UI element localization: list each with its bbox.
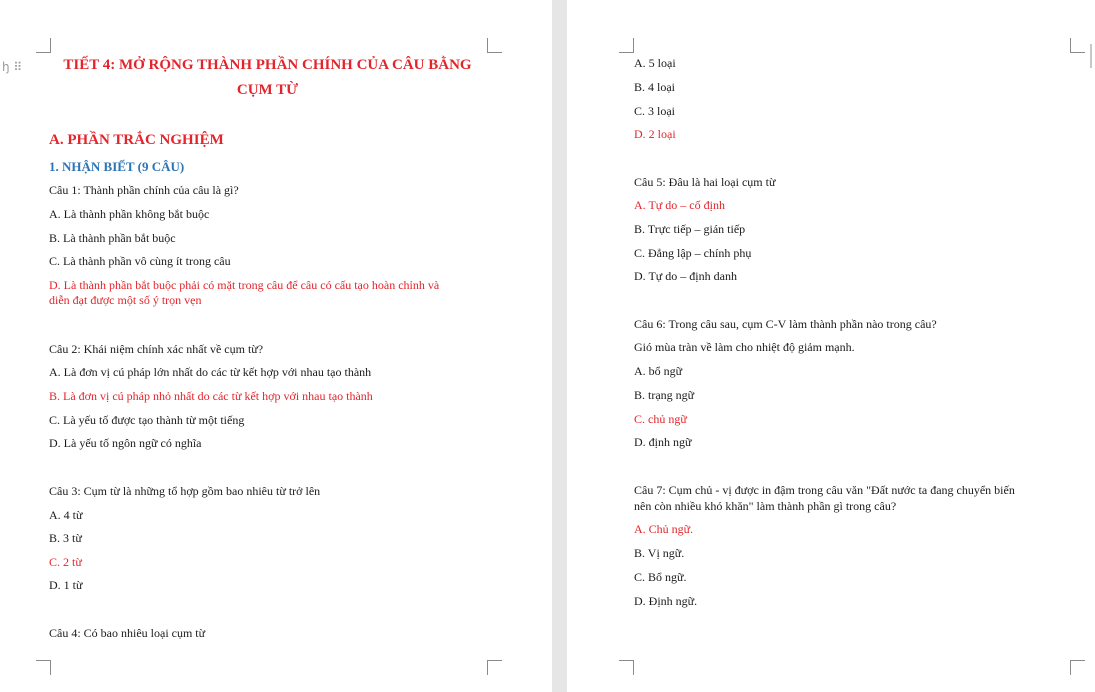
q4-question: Câu 4: Có bao nhiêu loại cụm từ (49, 626, 206, 640)
q1-option-d-line1: D. Là thành phần bắt buộc phải có mặt trong câu để câu có cấu tạo hoàn chỉnh và (49, 278, 440, 292)
q2-option-c: C. Là yếu tố được tạo thành từ một tiếng (49, 413, 245, 427)
crop-mark-bottom-left (36, 660, 51, 675)
crop-mark-bottom-left (619, 660, 634, 675)
q4-option-b: B. 4 loại (634, 80, 675, 94)
q6-option-c: C. chủ ngữ (634, 412, 687, 426)
q3-option-c: C. 2 từ (49, 555, 82, 569)
crop-mark-bottom-right (487, 660, 502, 675)
q7-option-b: B. Vị ngữ. (634, 546, 685, 560)
scrollbar-thumb[interactable] (1090, 44, 1092, 68)
q6-option-a: A. bổ ngữ (634, 364, 683, 378)
q6-question: Câu 6: Trong câu sau, cụm C-V làm thành phần nào trong câu? (634, 317, 937, 331)
crop-mark-bottom-right (1070, 660, 1085, 675)
q2-option-b: B. Là đơn vị cú pháp nhỏ nhất do các từ kết hợp với nhau tạo thành (49, 389, 373, 403)
q3-option-d: D. 1 từ (49, 578, 83, 592)
title-line-1: TIẾT 4: MỞ RỘNG THÀNH PHẦN CHÍNH CỦA CÂU BẰNG (63, 57, 472, 73)
q1-option-b: B. Là thành phần bắt buộc (49, 231, 176, 245)
q3-option-b: B. 3 từ (49, 531, 82, 545)
crop-mark-top-left (36, 38, 51, 53)
crop-mark-top-right (487, 38, 502, 53)
q5-option-d: D. Tự do – định danh (634, 269, 737, 283)
q7-option-d: D. Định ngữ. (634, 594, 698, 608)
q5-question: Câu 5: Đâu là hai loại cụm từ (634, 175, 776, 189)
q1-question: Câu 1: Thành phần chính của câu là gì? (49, 183, 239, 197)
q7-option-a: A. Chủ ngữ. (634, 522, 694, 536)
q6-sentence: Gió mùa tràn về làm cho nhiệt độ giảm mạnh. (634, 340, 855, 354)
q5-option-a: A. Tự do – cố định (634, 198, 725, 212)
q4-option-a: A. 5 loại (634, 56, 676, 70)
q7-question-line1: Câu 7: Cụm chủ - vị được in đậm trong câu văn "Đất nước ta đang chuyển biến (634, 483, 1015, 497)
q5-option-c: C. Đẳng lập – chính phụ (634, 246, 752, 260)
q2-question: Câu 2: Khái niệm chính xác nhất về cụm từ? (49, 342, 264, 356)
q1-option-a: A. Là thành phần không bắt buộc (49, 207, 210, 221)
q4-option-d: D. 2 loại (634, 127, 676, 141)
q1-option-c: C. Là thành phần vô cùng ít trong câu (49, 254, 231, 268)
q2-option-d: D. Là yếu tố ngôn ngữ có nghĩa (49, 436, 202, 450)
q7-option-c: C. Bổ ngữ. (634, 570, 687, 584)
q2-option-a: A. Là đơn vị cú pháp lớn nhất do các từ kết hợp với nhau tạo thành (49, 365, 372, 379)
title-line-2: CỤM TỪ (236, 82, 299, 98)
q3-question: Câu 3: Cụm từ là những tổ hợp gồm bao nhiêu từ trở lên (49, 484, 321, 498)
subsection-1-heading: 1. NHẬN BIẾT (9 CÂU) (49, 159, 185, 174)
document-page-right (567, 0, 1095, 692)
q6-option-b: B. trạng ngữ (634, 388, 695, 402)
drag-handle-icon[interactable]: ꜧ ⠿ (2, 60, 23, 74)
section-a-heading: A. PHẦN TRẮC NGHIỆM (49, 132, 224, 148)
q6-option-d: D. định ngữ (634, 435, 692, 449)
q1-option-d-line2: diễn đạt được một số ý trọn vẹn (49, 293, 202, 307)
q7-question-line2: nên còn nhiều khó khăn" làm thành phần gì trong câu? (634, 499, 897, 513)
q3-option-a: A. 4 từ (49, 508, 83, 522)
q4-option-c: C. 3 loại (634, 104, 675, 118)
q5-option-b: B. Trực tiếp – gián tiếp (634, 222, 746, 236)
crop-mark-top-left (619, 38, 634, 53)
crop-mark-top-right (1070, 38, 1085, 53)
